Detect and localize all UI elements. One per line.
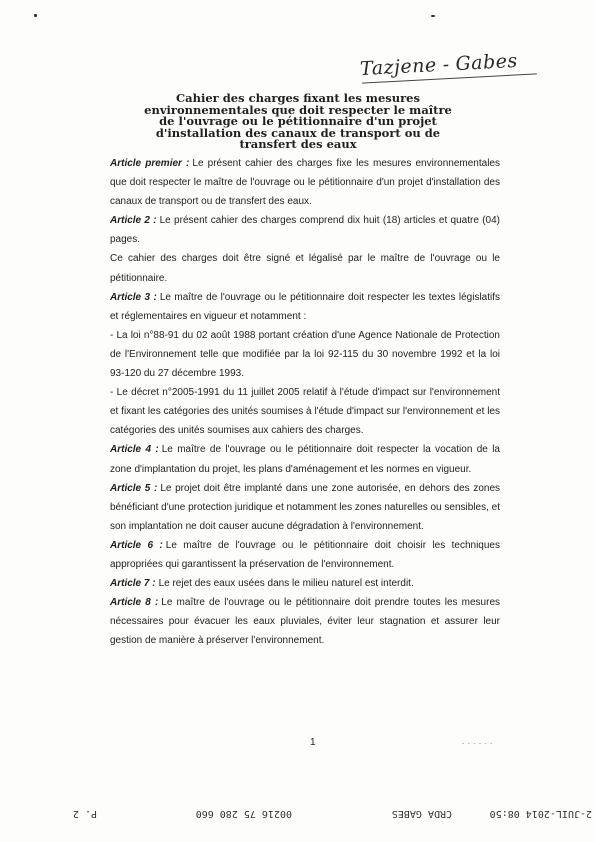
article-label: Article 4 :: [110, 444, 159, 456]
article-label: Article 2 :: [110, 215, 157, 227]
fax-header: [62, 805, 592, 819]
article-text: Le rejet des eaux usées dans le milieu naturel est interdit.: [158, 578, 414, 590]
title-line: de l'ouvrage ou le pétitionnaire d'un projet: [159, 114, 437, 128]
article-label: Article premier :: [110, 158, 190, 169]
article-label: Article 5 :: [110, 482, 158, 494]
article-label: Article 8 :: [110, 597, 159, 609]
fax-datetime: 2-JUIL-2014 08:50: [489, 808, 592, 819]
article-paragraph: [110, 536, 500, 574]
title-line: Cahier des charges fixant les mesures: [176, 91, 420, 105]
title-line: d'installation des canaux de transport ou de: [155, 125, 441, 140]
fax-sender: CRDA GABES: [391, 808, 452, 819]
article-text: Le présent cahier des charges fixe les mesures environnementales que doit respecter le maître de l'ouvrage ou le pétitionnaire d'un projet d'installation des canaux de transport ou de transfert des eaux.: [110, 158, 500, 208]
article-text: Le maître de l'ouvrage ou le pétitionnaire doit respecter les textes législatifs et réglementaires en vigueur et notamment :: [110, 291, 501, 322]
article-paragraph: [110, 154, 500, 211]
handwritten-note-left: Tazjene: [359, 54, 438, 81]
faint-stamp-mark: - - - - - -: [462, 741, 494, 747]
page-number: 1: [310, 737, 316, 748]
scan-speck: [34, 14, 37, 17]
handwritten-note-right: Gabes: [454, 49, 519, 76]
article-text: Le maître de l'ouvrage ou le pétitionnaire doit prendre toutes les mesures nécessaires pour évacuer les eaux pluviales, éviter leur stagnation et assurer leur gestion de manière à préserver l'environnement.: [110, 597, 501, 647]
title-line: transfert des eaux: [239, 137, 357, 151]
fax-page: P. 2: [72, 808, 97, 819]
article-paragraph: [110, 440, 500, 478]
article-text: - La loi n°88-91 du 02 août 1988 portant création d'une Agence Nationale de Protection de l'Environnement telle que modifiée par la loi 92-115 du 30 novembre 1992 et la loi 93-120 du 27 décembre 1993.: [110, 329, 500, 380]
article-text: Le projet doit être implanté dans une zone autorisée, en dehors des zones bénéficiant d'une protection juridique et notamment les zones naturelles ou sensibles, et son implantation ne doit causer aucune dégradation à l'environnement.: [110, 482, 501, 532]
article-paragraph: [110, 288, 500, 326]
article-label: Article 7 :: [110, 578, 156, 590]
article-text: Le présent cahier des charges comprend dix huit (18) articles et quatre (04) pages.: [110, 215, 500, 246]
article-text: - Le décret n°2005-1991 du 11 juillet 2005 relatif à l'étude d'impact sur l'environnement et fixant les catégories des unités soumises à l'étude d'impact sur l'environnement et les catégories des unités soumises aux cahiers des charges.: [110, 387, 500, 437]
article-text: Le maître de l'ouvrage ou le pétitionnaire doit respecter la vocation de la zone d'implantation du projet, les plans d'aménagement et les normes en vigueur.: [110, 444, 500, 475]
article-paragraph: [110, 479, 500, 536]
title-line: environnementales que doit respecter le maître: [144, 102, 452, 117]
fax-number: 00216 75 280 660: [195, 808, 292, 819]
legal-reference: [110, 383, 500, 440]
article-text: Ce cahier des charges doit être signé et légalisé par le maître de l'ouvrage ou le pétitionnaire.: [110, 253, 500, 284]
legal-reference: [110, 326, 500, 383]
document-title: [118, 93, 478, 151]
scan-speck: [431, 15, 435, 17]
document-body: [110, 154, 500, 650]
article-label: Article 6 :: [110, 539, 163, 551]
handwritten-note-separator: -: [442, 53, 451, 76]
article-paragraph: [110, 211, 500, 249]
article-paragraph: [110, 249, 500, 287]
article-paragraph: [110, 574, 500, 593]
article-text: Le maître de l'ouvrage ou le pétitionnaire doit choisir les techniques appropriées qui garantissent la préservation de l'environnement.: [110, 539, 500, 570]
article-paragraph: [110, 593, 500, 650]
article-label: Article 3 :: [110, 291, 157, 303]
